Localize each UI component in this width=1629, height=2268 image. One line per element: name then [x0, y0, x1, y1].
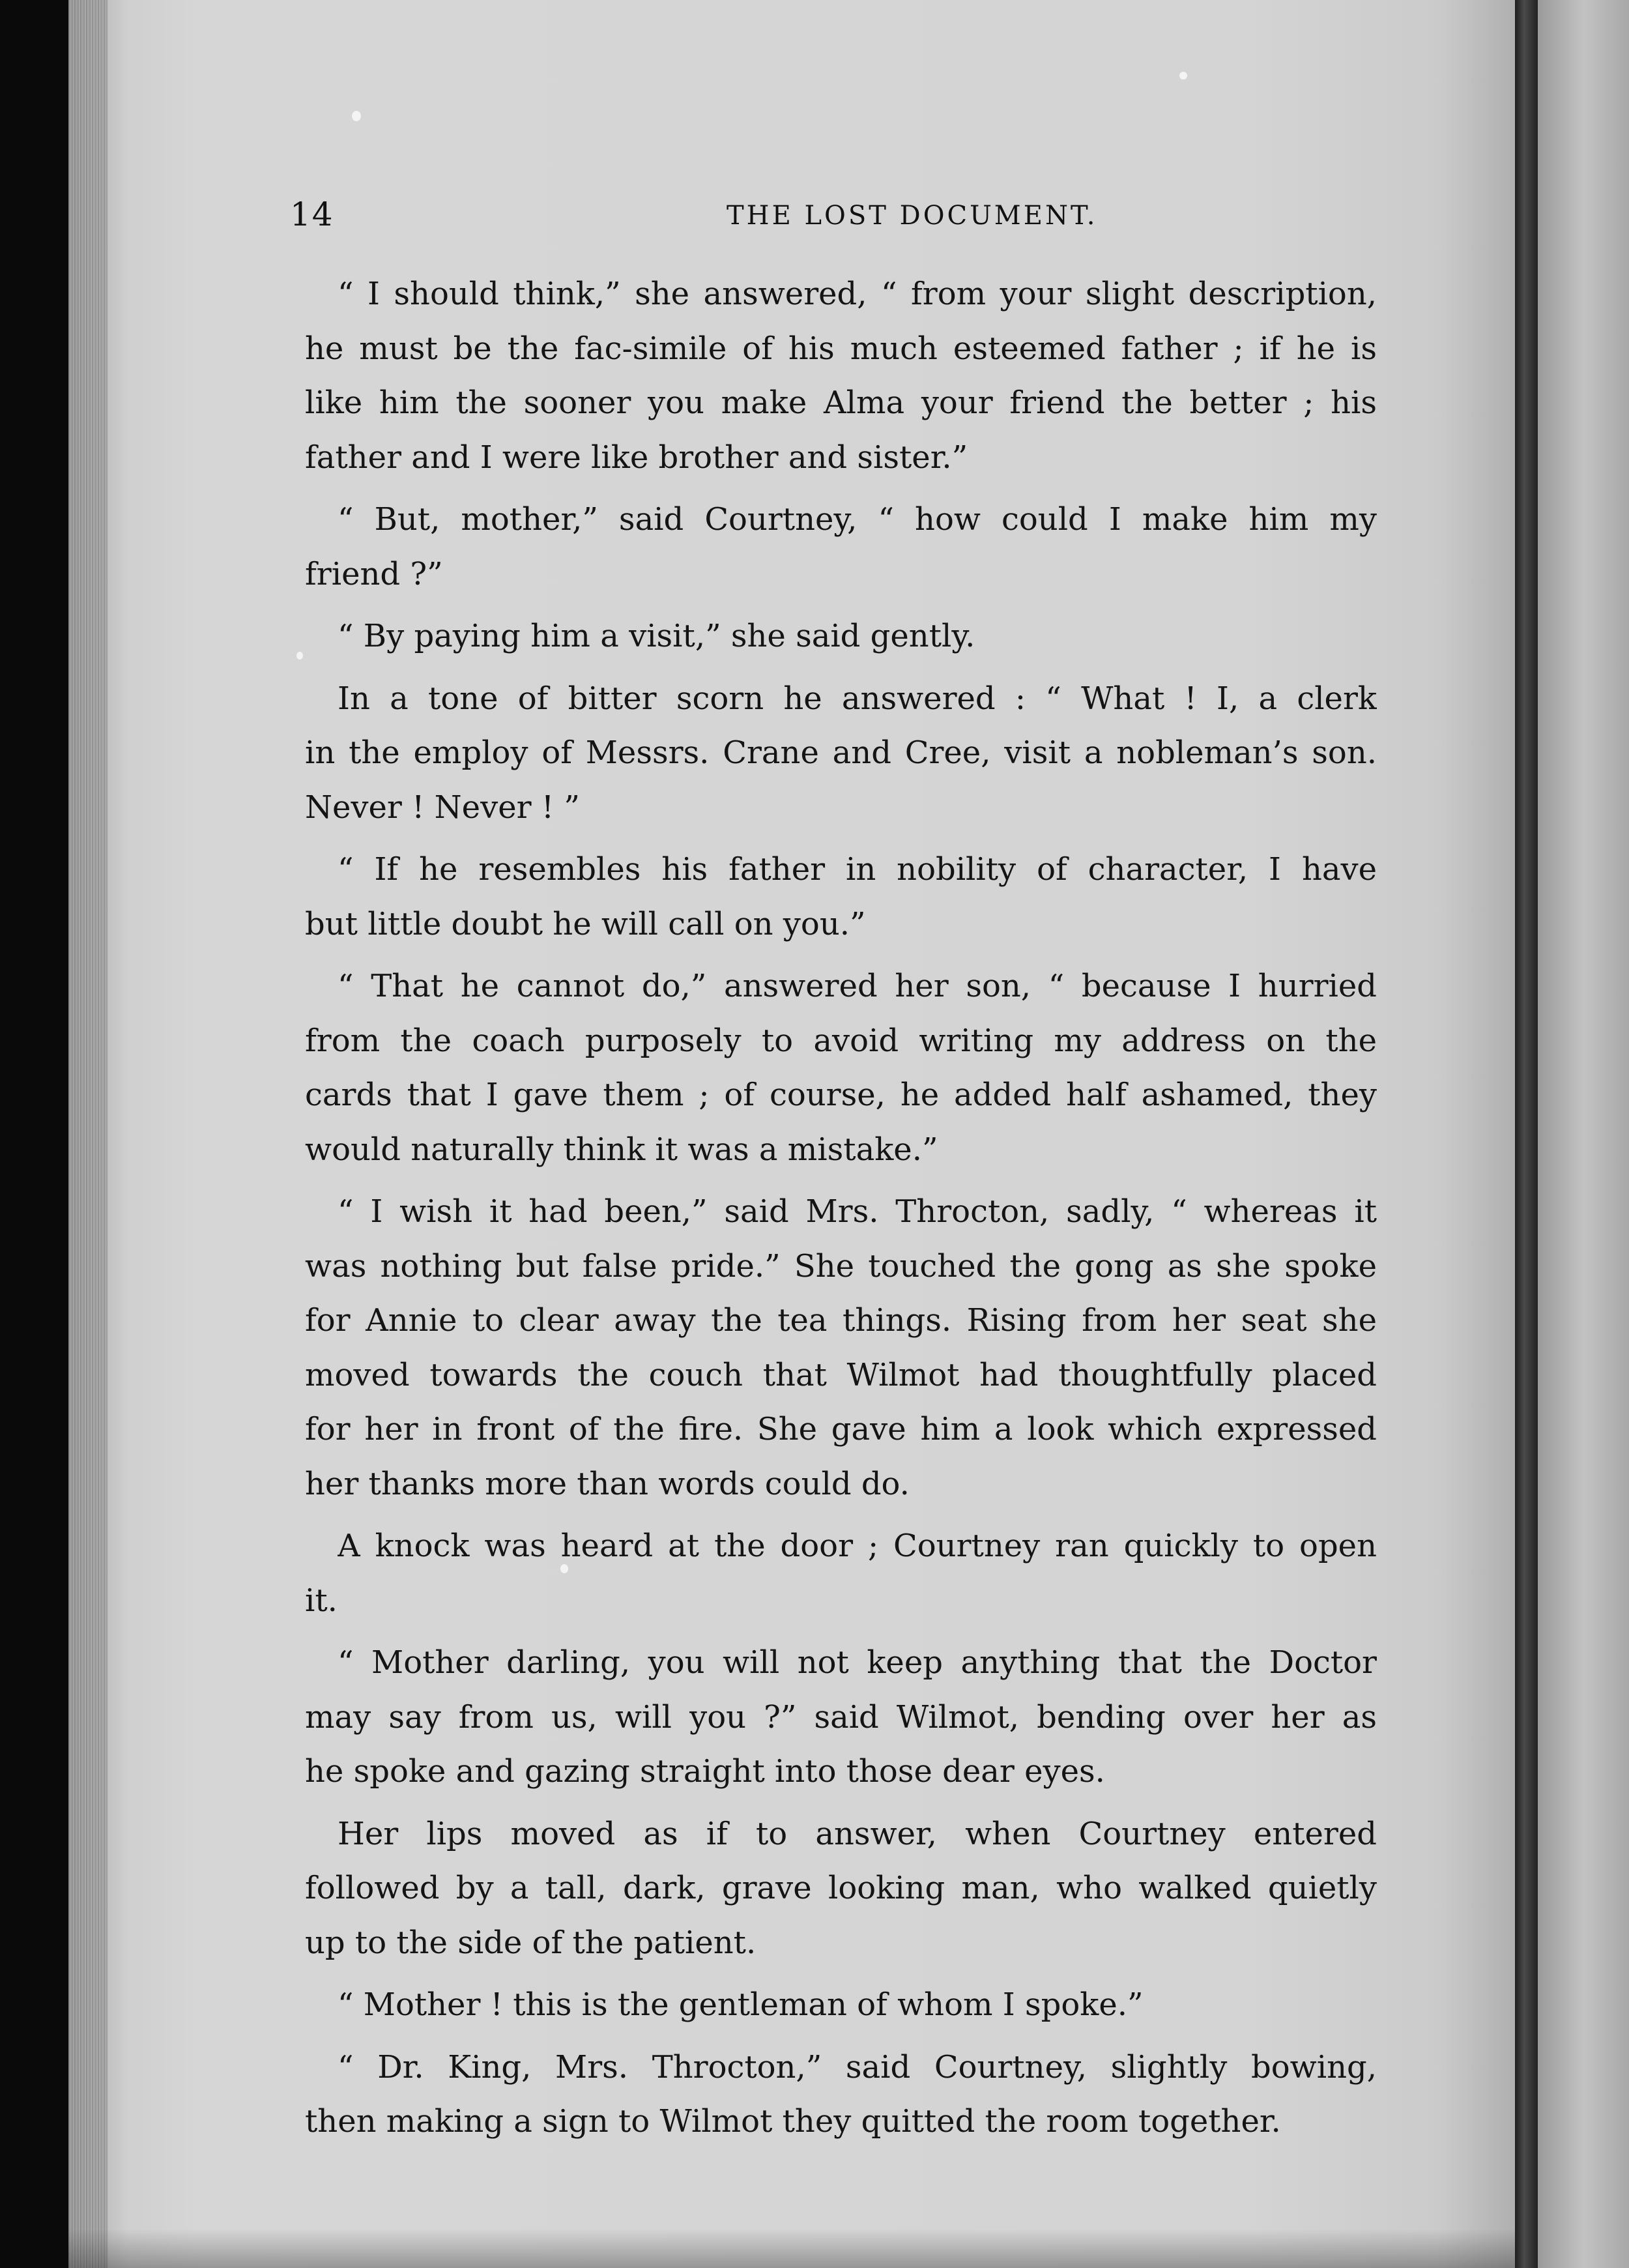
text-line: “ Mother darling, you will not keep anything that the Doctor [338, 1644, 1377, 1681]
paragraph-gap [305, 835, 1377, 843]
paragraph [305, 1185, 1377, 1511]
paragraph [305, 672, 1377, 836]
text-line: he must be the fac-simile of his much esteemed father ; if he is [305, 330, 1377, 367]
text-line: in the employ of Messrs. Crane and Cree, visit a nobleman’s son. [305, 734, 1377, 771]
paragraph-gap [305, 664, 1377, 672]
text-line: “ Dr. King, Mrs. Throcton,” said Courtney, slightly bowing, [338, 2048, 1377, 2086]
paragraph [305, 1978, 1377, 2033]
scan-speck [1179, 72, 1187, 80]
text-line: up to the side of the patient. [305, 1924, 757, 1961]
text-line: Her lips moved as if to answer, when Courtney entered [338, 1815, 1377, 1852]
paragraph-gap [305, 1177, 1377, 1185]
paragraph [305, 609, 1377, 664]
paragraph [305, 1519, 1377, 1628]
scan-speck [296, 652, 303, 660]
text-line: “ That he cannot do,” answered her son, “ because I hurried [338, 968, 1377, 1004]
paragraph [305, 2041, 1377, 2149]
paragraph-gap [305, 952, 1377, 959]
paragraph [305, 267, 1377, 485]
paragraph [305, 1807, 1377, 1971]
book-gutter [1515, 0, 1538, 2268]
paragraph [305, 1636, 1377, 1799]
body-text [305, 267, 1377, 2149]
page-number: 14 [290, 196, 334, 233]
text-line: moved towards the couch that Wilmot had thoughtfully placed [305, 1356, 1377, 1393]
paragraph-gap [305, 2033, 1377, 2041]
text-line: would naturally think it was a mistake.” [305, 1131, 938, 1168]
text-line: “ I wish it had been,” said Mrs. Throcton, sadly, “ whereas it [338, 1193, 1377, 1230]
page-bottom-shadow [68, 2229, 1515, 2268]
paragraph-gap [305, 485, 1377, 493]
text-line: A knock was heard at the door ; Courtney ran quickly to open [338, 1528, 1377, 1564]
paragraph [305, 959, 1377, 1177]
text-line: it. [305, 1582, 338, 1619]
paragraph-gap [305, 1511, 1377, 1519]
text-line: her thanks more than words could do. [305, 1465, 910, 1502]
running-head [68, 196, 1515, 241]
text-line: father and I were like brother and sister.” [305, 439, 968, 476]
paragraph-gap [305, 602, 1377, 609]
text-line: then making a sign to Wilmot they quitted the room together. [305, 2103, 1281, 2140]
text-line: cards that I gave them ; of course, he added half ashamed, they [305, 1077, 1377, 1113]
text-line: was nothing but false pride.” She touched the gong as she spoke [305, 1247, 1377, 1285]
text-line: followed by a tall, dark, grave looking man, who walked quietly [305, 1870, 1377, 1906]
text-line: “ Mother ! this is the gentleman of whom I spoke.” [338, 1986, 1144, 2023]
text-line: from the coach purposely to avoid writing my address on the [305, 1022, 1377, 1059]
scan-speck [352, 111, 361, 121]
running-title: THE LOST DOCUMENT. [727, 201, 1098, 231]
page-stack-edges [68, 0, 108, 2268]
text-line: “ If he resembles his father in nobility of character, I have [338, 851, 1377, 888]
text-line: friend ?” [305, 555, 443, 592]
paragraph-gap [305, 1628, 1377, 1636]
text-line: In a tone of bitter scorn he answered : “ What ! I, a clerk [338, 680, 1377, 717]
text-line: “ I should think,” she answered, “ from your slight description, [338, 276, 1377, 312]
facing-page-edge [1538, 0, 1629, 2268]
paragraph [305, 843, 1377, 952]
scan-speck [560, 1564, 568, 1573]
paragraph-gap [305, 1799, 1377, 1807]
text-line: may say from us, will you ?” said Wilmot, bending over her as [305, 1698, 1377, 1736]
text-line: like him the sooner you make Alma your friend the better ; his [305, 385, 1377, 421]
paragraph [305, 493, 1377, 602]
left-scan-margin [0, 0, 68, 2268]
text-line: Never ! Never ! ” [305, 789, 580, 826]
text-line: for her in front of the fire. She gave him a look which expressed [305, 1411, 1377, 1447]
text-line: for Annie to clear away the tea things. Rising from her seat she [305, 1302, 1377, 1339]
paragraph-gap [305, 1970, 1377, 1978]
text-line: but little doubt he will call on you.” [305, 905, 866, 942]
text-line: “ By paying him a visit,” she said gently. [338, 618, 975, 654]
text-line: he spoke and gazing straight into those dear eyes. [305, 1753, 1105, 1790]
text-line: “ But, mother,” said Courtney, “ how could I make him my [338, 501, 1377, 538]
